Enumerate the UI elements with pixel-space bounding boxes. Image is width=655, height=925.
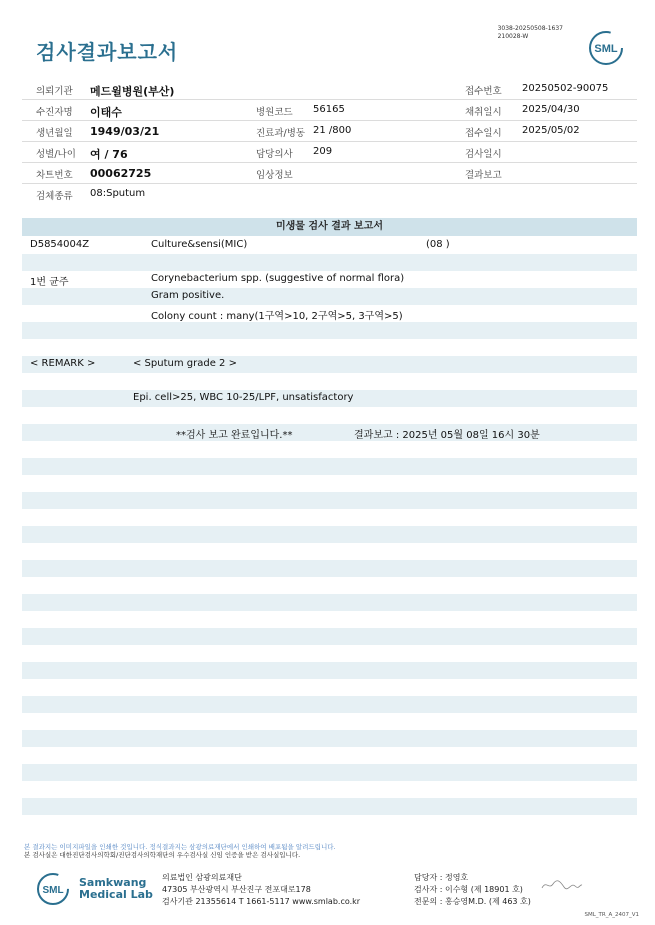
sex-age-label: 성별/나이 (36, 149, 76, 160)
result-band (22, 696, 637, 713)
footer-specialist: 전문의 : 홍승영M.D. (제 463 호) (414, 897, 531, 906)
report-codes (498, 25, 563, 41)
patient-value: 이태수 (90, 106, 122, 119)
report-code-2: 210028-W (497, 33, 529, 40)
dept-value: 21 /800 (313, 125, 352, 136)
page-title: 검사결과보고서 (36, 40, 179, 64)
notice-certification: 본 검사실은 대한진단검사의학회/진단검사의학재단의 우수검사실 신임 인증을 받은 검사실입니다. (24, 851, 301, 859)
info-row-6 (22, 184, 637, 204)
result-band (22, 662, 637, 679)
sml-logo-text: SML (594, 43, 618, 55)
form-version: SML_TR_A_2407_V1 (584, 912, 639, 918)
result-band (22, 628, 637, 645)
receipt-date-label: 접수일시 (465, 128, 502, 139)
footer-examiner: 검사자 : 이수형 (제 18901 호) (414, 885, 523, 894)
result-band (22, 458, 637, 475)
test-date-label: 검사일시 (465, 149, 502, 160)
footer-address: 47305 부산광역시 부산진구 전포대로178 (162, 885, 311, 894)
result-band (22, 730, 637, 747)
sml-logo (588, 30, 624, 66)
hospital-code-label: 병원코드 (256, 107, 293, 118)
report-heading: 미생물 검사 결과 보고서 (22, 218, 637, 236)
result-band (22, 764, 637, 781)
result-band (22, 594, 637, 611)
result-band (22, 798, 637, 815)
chart-value: 00062725 (90, 167, 152, 180)
doctor-label: 담당의사 (256, 149, 293, 160)
institution-value: 메드윌병원(부산) (90, 85, 175, 98)
footer-logo-name (79, 877, 153, 901)
info-row-2 (22, 100, 637, 121)
organism-label: 1번 균주 (30, 277, 69, 288)
specimen-label: 검체종류 (36, 191, 73, 202)
result-band (22, 288, 637, 305)
footer-contact: 검사기관 21355614 T 1661-5117 www.smlab.co.kr (162, 897, 361, 906)
info-row-5 (22, 163, 637, 184)
receipt-no-value: 20250502-90075 (522, 83, 609, 94)
result-time: 결과보고 : 2025년 05월 08일 16시 30분 (354, 430, 540, 441)
hospital-code-value: 56165 (313, 104, 345, 115)
remark-grade: < Sputum grade 2 > (133, 358, 237, 369)
receipt-no-label: 접수번호 (465, 86, 502, 97)
footer-logo-line2: Medical Lab (79, 888, 153, 901)
result-band (22, 526, 637, 543)
info-row-3 (22, 121, 637, 142)
dept-label: 진료과/병동 (256, 128, 306, 139)
footer-logo-line1: Samkwang (79, 876, 147, 889)
test-code: D5854004Z (30, 239, 90, 250)
organism-name: Corynebacterium spp. (suggestive of normal flora) (151, 273, 405, 284)
result-band (22, 560, 637, 577)
chart-label: 차트번호 (36, 170, 73, 181)
report-code-1: 3038-20250508-1637 (497, 25, 563, 32)
collect-date-value: 2025/04/30 (522, 104, 580, 115)
result-band (22, 356, 637, 373)
gram-stain: Gram positive. (151, 290, 225, 301)
footer-logo-sml-text: SML (42, 885, 64, 896)
receipt-date-value: 2025/05/02 (522, 125, 580, 136)
remark-detail: Epi. cell>25, WBC 10-25/LPF, unsatisfactory (133, 392, 354, 403)
info-row-4 (22, 142, 637, 163)
colony-count: Colony count : many(1구역>10, 2구역>5, 3구역>5) (151, 311, 403, 322)
collect-date-label: 채취일시 (465, 107, 502, 118)
result-band (22, 254, 637, 271)
remark-label: < REMARK > (30, 358, 96, 369)
sex-age-value: 여 / 76 (90, 148, 128, 161)
info-row-1 (22, 79, 637, 100)
birth-value: 1949/03/21 (90, 125, 160, 138)
patient-label: 수진자명 (36, 107, 73, 118)
specimen-value: 08:Sputum (90, 188, 146, 199)
result-band (22, 424, 637, 441)
clinical-label: 임상정보 (256, 170, 293, 181)
test-name: Culture&sensi(MIC) (151, 239, 248, 250)
notice-image-print: 본 결과지는 이미지파일을 인쇄한 것입니다. 정식결과지는 삼광의료재단에서 인쇄하여 배포됨을 알려드립니다. (24, 843, 336, 851)
footer-manager: 담당자 : 정영호 (414, 873, 469, 882)
result-band (22, 322, 637, 339)
result-band (22, 492, 637, 509)
report-complete: **검사 보고 완료입니다.** (176, 430, 293, 441)
footer-org: 의료법인 삼광의료재단 (162, 873, 242, 882)
result-report-label: 결과보고 (465, 170, 502, 181)
examiner-signature (540, 878, 584, 892)
footer-sml-logo (36, 872, 78, 906)
institution-label: 의뢰기관 (36, 86, 73, 97)
birth-label: 생년월일 (36, 128, 73, 139)
doctor-value: 209 (313, 146, 333, 157)
test-number: (08 ) (426, 239, 450, 250)
